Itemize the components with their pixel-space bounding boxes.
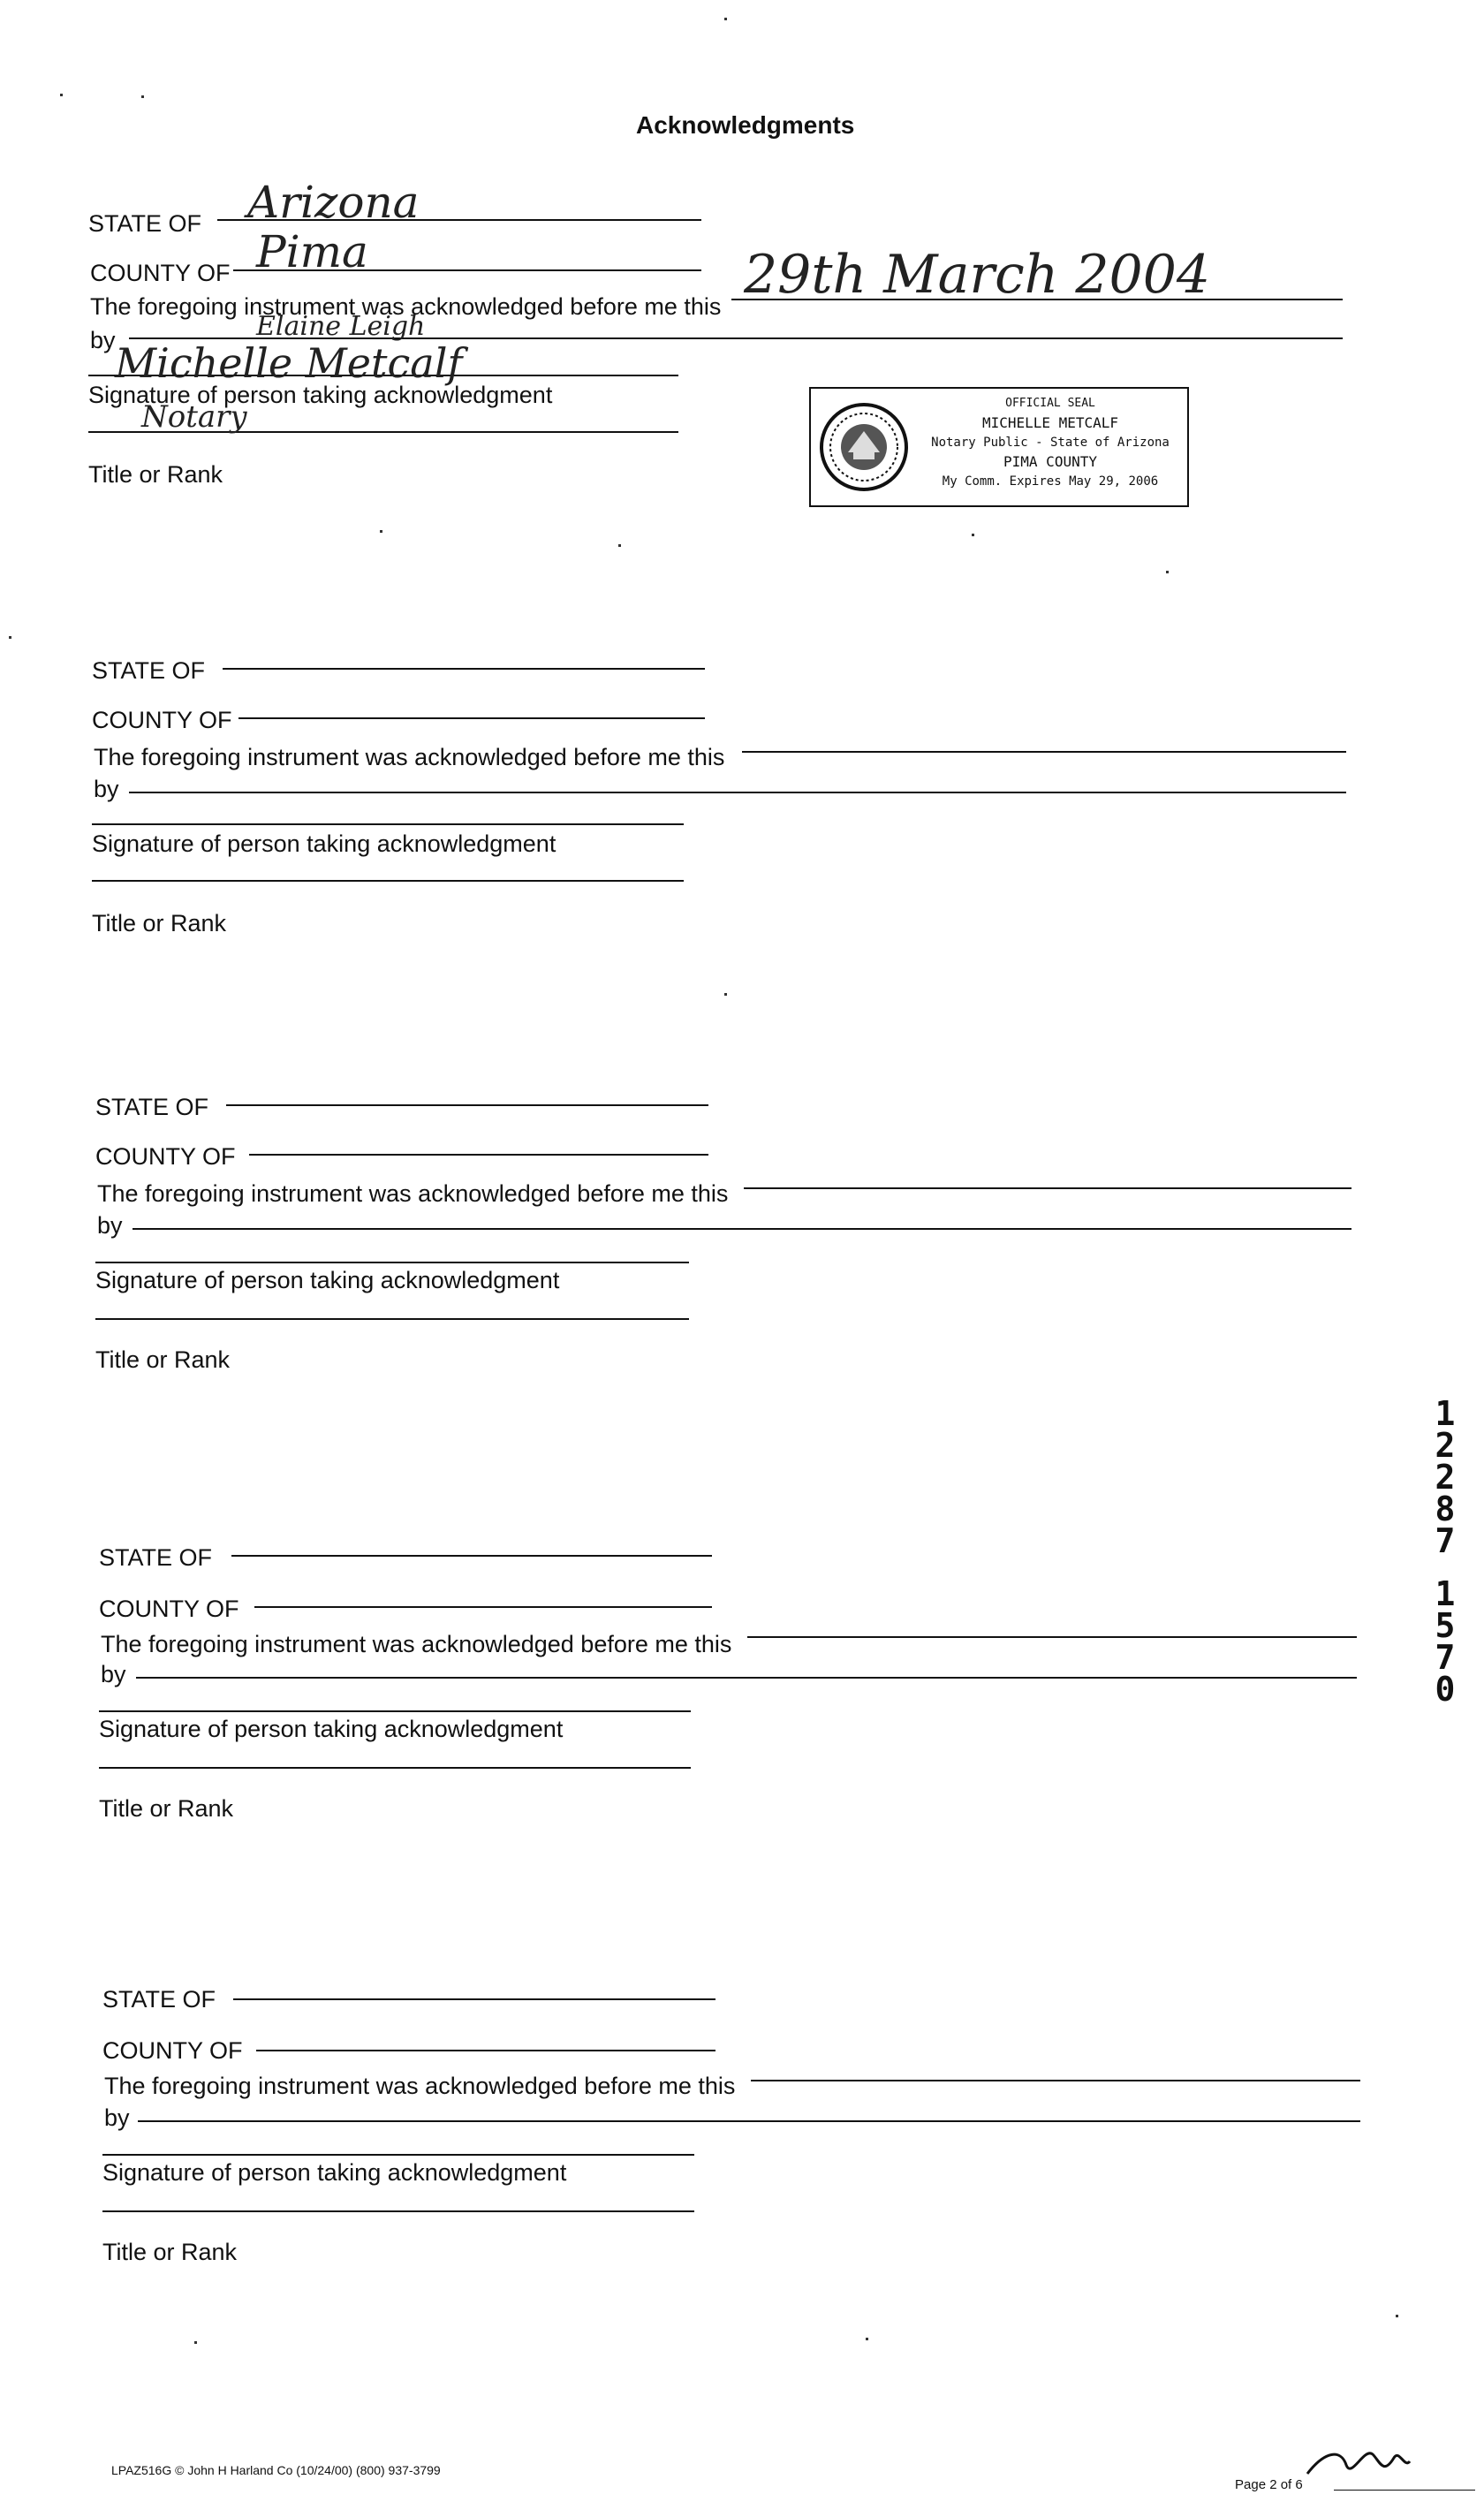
county-line <box>256 2050 716 2051</box>
stamp-digit: 0 <box>1435 1670 1456 1709</box>
state-line <box>226 1104 708 1106</box>
scan-speck <box>618 544 621 547</box>
title-rank-label: Title or Rank <box>95 1346 231 1373</box>
seal-line-4: PIMA COUNTY <box>1003 453 1097 470</box>
foregoing-label: The foregoing instrument was acknowledged before me this <box>94 744 725 770</box>
title-rank-label: Title or Rank <box>102 2239 238 2265</box>
seal-line-3: Notary Public - State of Arizona <box>931 436 1170 450</box>
by-label: by <box>101 1661 126 1687</box>
date-value: 29th March 2004 <box>744 244 1211 306</box>
state-line <box>231 1555 712 1557</box>
by-label: by <box>97 1212 123 1239</box>
title-line <box>99 1767 691 1769</box>
title-rank-label: Title or Rank <box>88 461 223 488</box>
page-title: Acknowledgments <box>636 111 855 139</box>
signature-label: Signature of person taking acknowledgment <box>95 1267 560 1293</box>
stamp-digit: 2 <box>1435 1458 1456 1497</box>
scan-speck <box>380 530 382 533</box>
signature-line <box>99 1710 691 1712</box>
page-number: Page 2 of 6 <box>1235 2477 1303 2492</box>
recording-number-group-2 <box>1427 1574 1463 1709</box>
scan-speck <box>141 95 144 98</box>
by-label: by <box>94 776 119 802</box>
signature-label: Signature of person taking acknowledgment <box>88 382 553 408</box>
stamp-digit: 1 <box>1435 1394 1456 1433</box>
title-line <box>92 880 684 882</box>
signature-line <box>92 823 684 825</box>
stamp-digit: 7 <box>1435 1638 1456 1677</box>
foregoing-label: The foregoing instrument was acknowledged before me this <box>104 2073 736 2099</box>
state-label: STATE OF <box>95 1094 208 1120</box>
signature-value: Michelle Metcalf <box>115 339 463 387</box>
date-line <box>744 1187 1352 1189</box>
state-value: Arizona <box>247 177 420 228</box>
stamp-digit: 5 <box>1435 1606 1456 1645</box>
state-seal-icon <box>818 401 910 493</box>
initials-line <box>1334 2490 1475 2491</box>
stamp-digit: 8 <box>1435 1490 1456 1528</box>
county-line <box>254 1606 712 1608</box>
signature-label: Signature of person taking acknowledgment <box>99 1716 564 1742</box>
date-line <box>751 2080 1360 2081</box>
scan-speck <box>1396 2315 1398 2317</box>
county-line <box>249 1154 708 1156</box>
seal-line-5: My Comm. Expires May 29, 2006 <box>942 474 1159 489</box>
title-line <box>102 2210 694 2212</box>
county-label: COUNTY OF <box>99 1596 239 1622</box>
title-value: Notary <box>141 399 247 435</box>
county-label: COUNTY OF <box>102 2037 243 2064</box>
stamp-digit: 1 <box>1435 1574 1456 1613</box>
seal-line-1: OFFICIAL SEAL <box>1005 397 1095 410</box>
scan-speck <box>60 94 63 96</box>
by-label: by <box>90 327 116 353</box>
scan-speck <box>972 534 974 536</box>
notary-seal <box>809 387 1189 507</box>
title-rank-label: Title or Rank <box>92 910 227 936</box>
stamp-digit: 7 <box>1435 1521 1456 1560</box>
scan-speck <box>9 636 11 639</box>
scan-speck <box>866 2338 868 2340</box>
county-label: COUNTY OF <box>95 1143 236 1170</box>
by-line <box>129 792 1346 793</box>
seal-line-2: MICHELLE METCALF <box>981 414 1119 431</box>
form-identifier: LPAZ516G © John H Harland Co (10/24/00) (800) 937-3799 <box>111 2463 441 2477</box>
foregoing-label: The foregoing instrument was acknowledged before me this <box>101 1631 732 1657</box>
by-value: Elaine Leigh <box>256 311 426 342</box>
scan-speck <box>194 2341 197 2344</box>
state-label: STATE OF <box>92 657 205 684</box>
signature-label: Signature of person taking acknowledgment <box>92 830 556 857</box>
county-line <box>238 717 705 719</box>
state-line <box>223 668 705 670</box>
state-label: STATE OF <box>88 210 201 237</box>
by-line <box>132 1228 1352 1230</box>
state-label: STATE OF <box>99 1544 212 1571</box>
state-label: STATE OF <box>102 1986 216 2013</box>
by-label: by <box>104 2104 130 2131</box>
signature-label: Signature of person taking acknowledgment <box>102 2159 567 2186</box>
state-line <box>233 1998 716 2000</box>
signature-line <box>95 1262 689 1263</box>
scan-speck <box>1166 571 1169 573</box>
title-rank-label: Title or Rank <box>99 1795 234 1822</box>
title-line <box>95 1318 689 1320</box>
foregoing-label: The foregoing instrument was acknowledged before me this <box>90 293 722 320</box>
county-label: COUNTY OF <box>90 260 231 286</box>
scan-speck <box>724 18 727 20</box>
county-value: Pima <box>256 226 368 277</box>
stamp-digit: 2 <box>1435 1426 1456 1465</box>
scan-speck <box>724 993 727 996</box>
county-label: COUNTY OF <box>92 707 232 733</box>
date-line <box>747 1636 1357 1638</box>
by-line <box>138 2120 1360 2122</box>
foregoing-label: The foregoing instrument was acknowledged before me this <box>97 1180 729 1207</box>
recording-number-group-1 <box>1427 1394 1463 1560</box>
by-line <box>136 1677 1357 1679</box>
initials-scribble-icon <box>1298 2442 1413 2486</box>
date-line <box>742 751 1346 753</box>
signature-line <box>102 2154 694 2156</box>
